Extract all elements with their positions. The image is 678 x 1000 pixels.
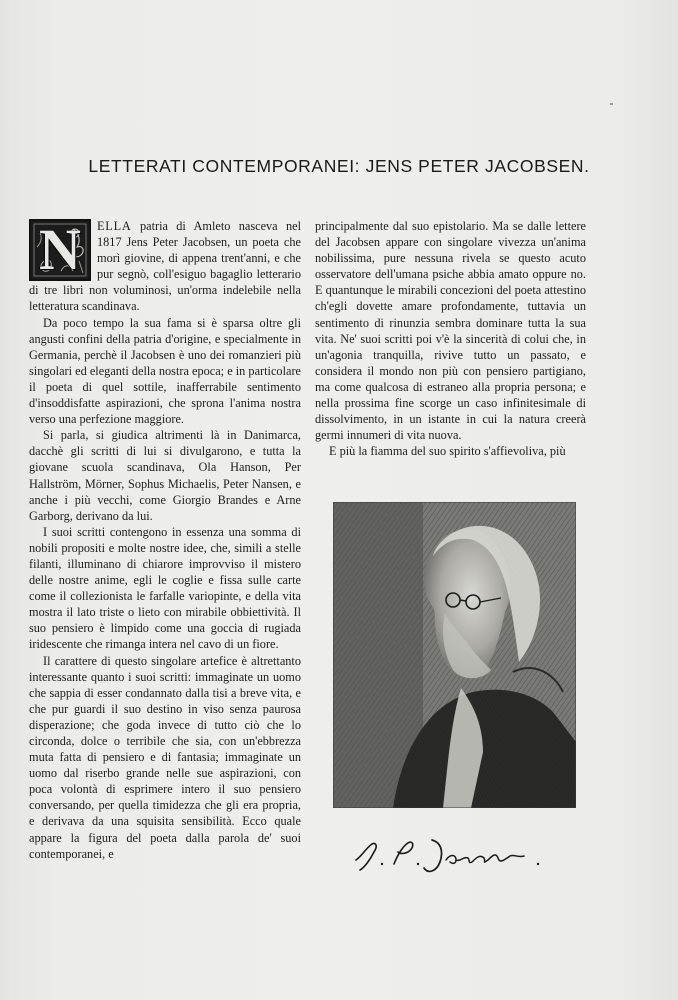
portrait-etching — [333, 502, 576, 808]
portrait-image — [333, 502, 576, 808]
paragraph-2: Da poco tempo la sua fama si è sparsa oltre gli angusti confini della patria d'origine, e specialmente in Germania, perchè il Jacobsen è uno dei romanzieri più singolari ed eleganti della nostra epoca; e in particolare il poeta di quel sottile, inafferrabile sentimento d'insoddisfatte aspirazioni, che sprona l'anima nostra verso una perfezione maggiore. — [29, 315, 301, 427]
page-speck — [610, 103, 613, 105]
paragraph-6: principalmente dal suo epistolario. Ma se dalle lettere del Jacobsen appare con singolare vivezza un'anima nobilissima, pure nessuna rivela se questo acuto osservatore dell'umana psiche abbia amato oppure no. E quantunque le mirabili concezioni del poeta attestino ch'egli dovette amare profondamente, tuttavia un sentimento di rinunzia sembra dominare tutta la sua vita. Ne' suoi scritti poi v'è la sincerità di colui che, in un'agonia tranquilla, rivive tutto un passato, e considera il mondo non più con pensiero partigiano, ma come qualcosa di estraneo alla propria persona; e nella prossima fine scorge un caso infinitesimale di dissolvimento, in un istante in cui la natura creerà germi innumeri di vita nuova. — [315, 219, 586, 443]
paragraph-7: E più la fiamma del suo spirito s'affievoliva, più — [329, 444, 566, 459]
right-column — [315, 218, 586, 459]
opening-caps: ELLA — [97, 219, 132, 233]
handwritten-signature — [352, 830, 552, 876]
paragraph-3: Si parla, si giudica altrimenti là in Danimarca, dacchè gli scritti di lui si divulgarono, e tutta la giovane scuola scandinava, Ola Hanson, Per Hallström, Mörner, Sophus Michaelis, Peter Nansen, e anche i più vecchi, come Giorgio Brandes e Arne Garborg, derivano da lui. — [29, 428, 301, 523]
paragraph-1-text: patria di Amleto nasceva nel 1817 Jens Peter Jacobsen, un poeta che morì giovine, di appena trent'anni, e che pur segnò, coll'esiguo bagaglio letterario di tre libri non voluminosi, un'orma indelebile nella letteratura scandinava. — [29, 219, 301, 314]
signature — [352, 830, 552, 876]
paragraph-4: I suoi scritti contengono in essenza una somma di nobili propositi e molte nostre idee, che, simili a stelle filanti, illuminano di chiarore improvviso il mistero delle nostre anime, egli le coglie e fissa sulle carte come il collezionista le farfalle variopinte, e della vita mostra il lato triste o lieto con mirabile obbiettività. Il suo pensiero è limpido come una goccia di rugiada iridescente che rimanga intera nel cavo di un fiore. — [29, 524, 301, 652]
dropcap-letter: N — [39, 219, 81, 281]
article-title: LETTERATI CONTEMPORANEI: JENS PETER JACOBSEN. — [88, 156, 590, 176]
left-column — [29, 218, 301, 862]
paragraph-1 — [29, 218, 301, 315]
paragraph-5: Il carattere di questo singolare artefice è altrettanto interessante quanto i suoi scritti: immaginate un uomo che sappia di esser condannato dalla tisi a breve vita, e che pur guardi il suo destino in viso senza paurosa disperazione; che goda invece di tutto ciò che lo circonda, dolce o terribile che sia, con un'ebbrezza muta fatta di pensiero e di fantasia; immaginate un uomo dal riserbo grande nelle sue aspirazioni, con poca volontà di esprimere intero il suo pensiero conversando, per quella timidezza che gli era propria, e derivava da una squisita sensibilità. Ecco quale appare la figura del poeta dalla parola de' suoi contemporanei, e — [29, 653, 301, 861]
dropcap — [29, 219, 91, 281]
